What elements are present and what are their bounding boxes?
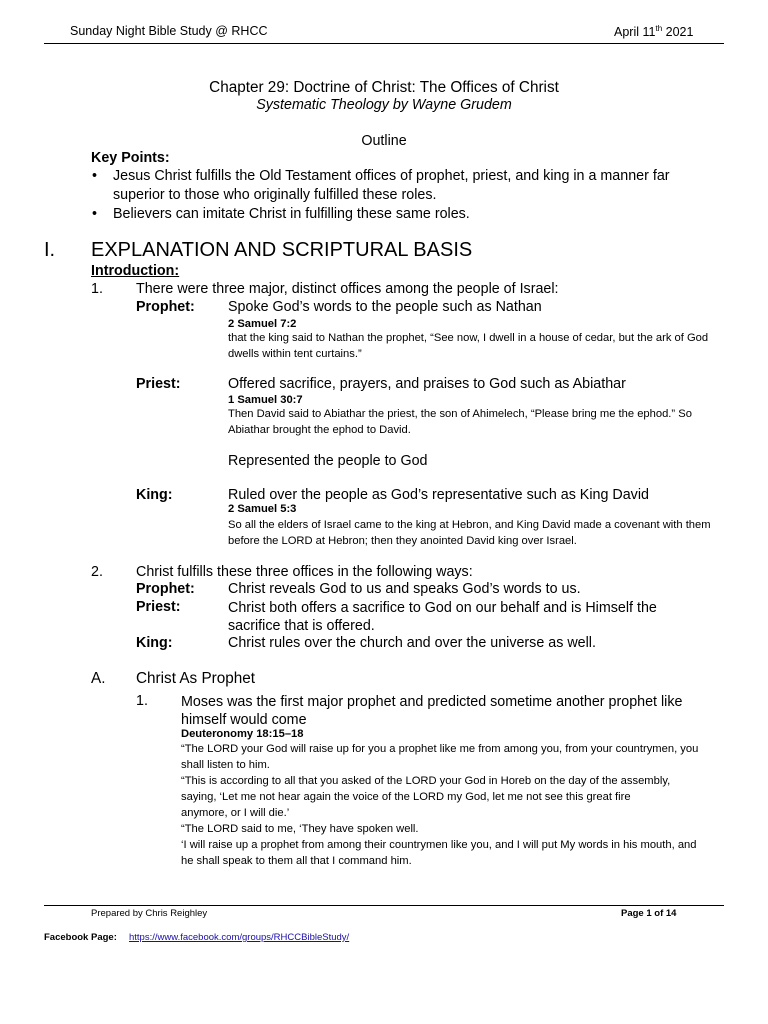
section-title: EXPLANATION AND SCRIPTURAL BASIS (91, 239, 473, 261)
prophet-label: Prophet: (136, 299, 195, 315)
prophet-text: Spoke God’s words to the people such as Nathan (228, 299, 542, 315)
christ-priest-label: Priest: (136, 599, 181, 615)
priest-extra: Represented the people to God (228, 453, 428, 469)
key-points-heading: Key Points: (91, 150, 170, 166)
key-point-1-cont: superior to those who originally fulfilled these roles. (113, 187, 437, 203)
prophet-ref: 2 Samuel 7:2 (228, 318, 297, 330)
facebook-label: Facebook Page: (44, 932, 117, 943)
sub-item-1-text: Moses was the first major prophet and predicted sometime another prophet like himself would come (181, 694, 683, 728)
footer-rule (44, 905, 724, 906)
point-2-text: Christ fulfills these three offices in the following ways: (136, 564, 473, 580)
christ-priest-text: Christ both offers a sacrifice to God on our behalf and is Himself the sacrifice that is offered. (228, 600, 657, 634)
christ-prophet-label: Prophet: (136, 581, 195, 597)
priest-text: Offered sacrifice, prayers, and praises to God such as Abiathar (228, 376, 626, 392)
point-1-text: There were three major, distinct offices among the people of Israel: (136, 281, 559, 297)
section-numeral: I. (44, 239, 56, 261)
bullet-icon: • (92, 206, 98, 222)
key-point-1: Jesus Christ fulfills the Old Testament offices of prophet, priest, and king in a manner far (113, 168, 670, 184)
footer-prepared-by: Prepared by Chris Reighley (91, 908, 208, 919)
deuteronomy-verse-17: “The LORD said to me, ‘They have spoken well. (181, 823, 419, 835)
header-title: Sunday Night Bible Study @ RHCC (70, 24, 268, 38)
king-verse: So all the elders of Israel came to the king at Hebron, and King David made a covenant with them before the LORD at Hebron; then they anointed David king over Israel. (228, 519, 711, 547)
deuteronomy-verse-15: “The LORD your God will raise up for you a prophet like me from among you, from your countrymen, you shall listen to him. (181, 743, 699, 771)
header-date: April 11th 2021 (614, 24, 694, 40)
deuteronomy-verse-16: “This is according to all that you asked of the LORD your God in Horeb on the day of the assembly, saying, ‘Let me not hear again the voice of the LORD my God, let me not see this great fire anymore, or I will die.’ (181, 775, 671, 819)
header-rule (44, 43, 724, 44)
subsection-title: Christ As Prophet (136, 670, 256, 687)
key-point-2: Believers can imitate Christ in fulfilling these same roles. (113, 206, 470, 222)
chapter-title: Chapter 29: Doctrine of Christ: The Offices of Christ (209, 79, 559, 96)
prophet-verse: that the king said to Nathan the prophet, “See now, I dwell in a house of cedar, but the ark of God dwells within tent curtains.” (228, 332, 709, 360)
bullet-icon: • (92, 168, 98, 184)
book-subtitle: Systematic Theology by Wayne Grudem (256, 97, 512, 113)
christ-king-label: King: (136, 635, 173, 651)
subsection-letter: A. (91, 670, 106, 687)
introduction-heading: Introduction: (91, 263, 180, 279)
sub-item-1-number: 1. (136, 693, 148, 709)
point-1-number: 1. (91, 281, 103, 297)
deuteronomy-ref: Deuteronomy 18:15–18 (181, 728, 304, 740)
priest-verse: Then David said to Abiathar the priest, the son of Ahimelech, “Please bring me the ephod.” So Abiathar brought the ephod to David. (228, 408, 692, 436)
deuteronomy-verse-18: ‘I will raise up a prophet from among their countrymen like you, and I will put My words in his mouth, and he shall speak to them all that I command him. (181, 839, 697, 867)
outline-label: Outline (361, 133, 407, 149)
king-label: King: (136, 487, 173, 503)
christ-king-text: Christ rules over the church and over the universe as well. (228, 635, 596, 651)
priest-label: Priest: (136, 376, 181, 392)
facebook-link[interactable]: https://www.facebook.com/groups/RHCCBibleStudy/ (129, 932, 350, 943)
king-ref: 2 Samuel 5:3 (228, 503, 297, 515)
point-2-number: 2. (91, 564, 103, 580)
king-text: Ruled over the people as God’s representative such as King David (228, 487, 649, 503)
footer-page-number: Page 1 of 14 (621, 908, 677, 919)
christ-prophet-text: Christ reveals God to us and speaks God’s words to us. (228, 581, 581, 597)
priest-ref: 1 Samuel 30:7 (228, 394, 303, 406)
